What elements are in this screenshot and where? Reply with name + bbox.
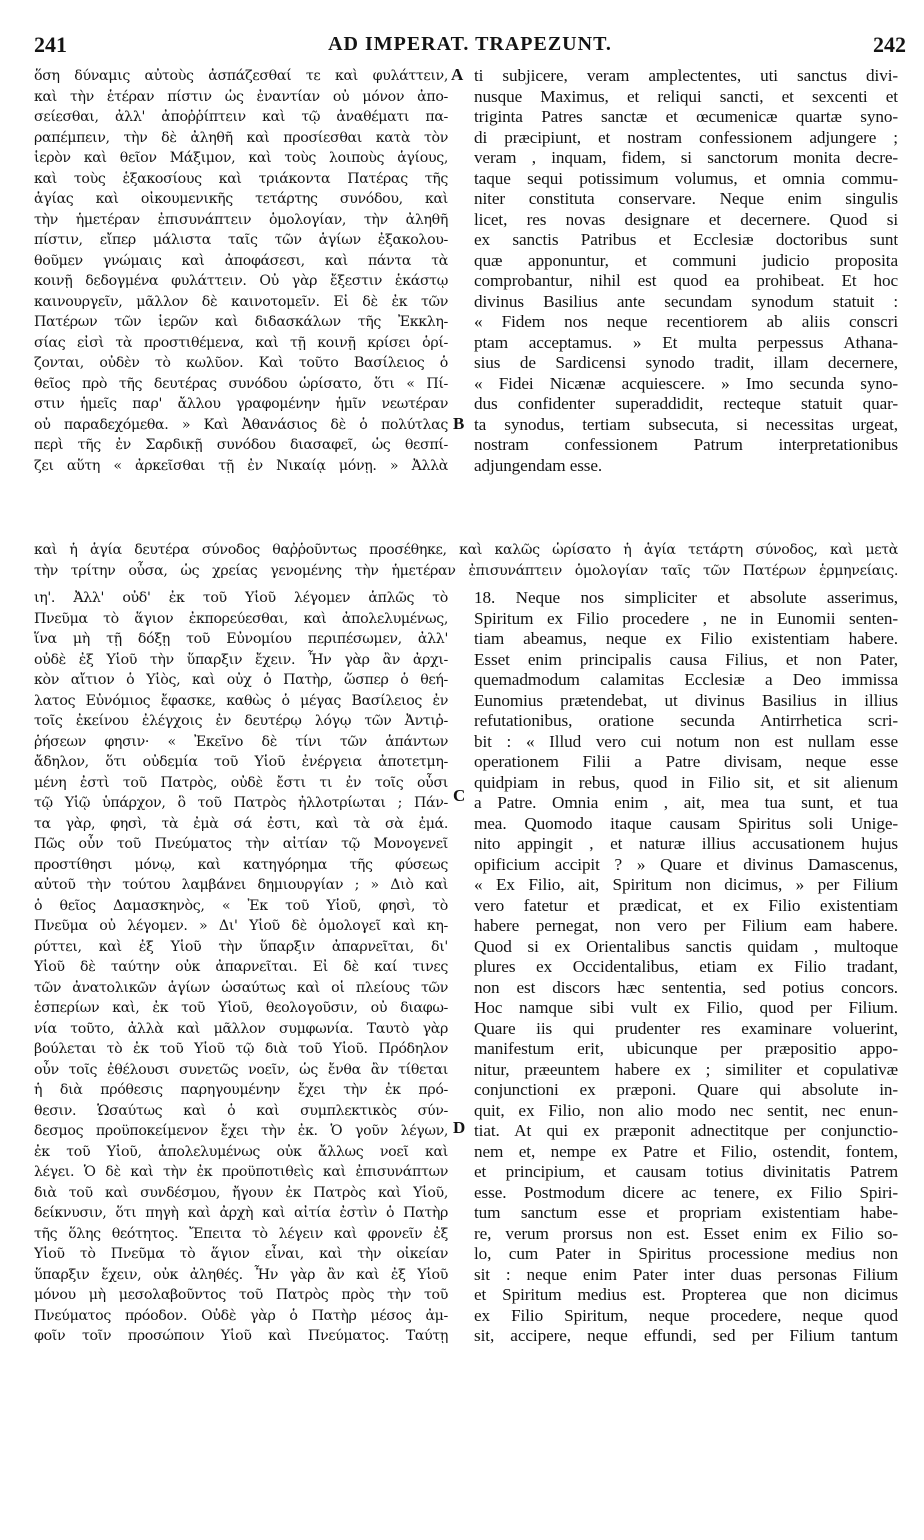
text-line: dus confidenter superaddidit, recteque statuit quar- [474, 394, 898, 413]
text-line: tiat. At qui ex præponit adnectitque per conjunctio- [474, 1121, 898, 1140]
text-line: Quod si ex Orientalibus sanctis quidam , multoque [474, 936, 898, 956]
text-line: taque sequi potissimum volumus, et omnia commu- [474, 168, 898, 188]
greek-full-width-text [34, 540, 898, 581]
text-line: Πνεύματος πρόοδον. Οὐδὲ γὰρ ὁ Πατὴρ μέσος ἀμ- [34, 1307, 448, 1324]
margin-marker-a: A [451, 65, 464, 84]
text-line: ζει αὕτη « ἀρκεῖσθαι τῇ ἐν Νικαίᾳ μόνῃ. » Ἀλλὰ [34, 457, 448, 474]
text-line: ptam acceptamus. » Et multa perpessus Athana- [474, 332, 898, 352]
greek-column-top [34, 66, 448, 476]
text-line: ex Filio Spiritum, neque procedere, neque quod [474, 1305, 898, 1325]
text-line: divinus Basilius ante secundam synodum statuit : [474, 291, 898, 311]
text-line: mea. Quomodo itaque causam Spiritus soli Unige- [474, 813, 898, 833]
greek-column-bottom [34, 588, 448, 1347]
text-line: ρύττει, καὶ ἐξ Υἱοῦ τὴν ὕπαρξιν ἀπαρνεῖται, δι' [34, 938, 448, 955]
text-line: λατος Εὐνόμιος ἔφασκε, καθὼς ὁ μέγας Βασίλειος ἐν [34, 692, 448, 709]
text-line: sit, accipere, neque effundi, sed per Filium tantum [474, 1326, 898, 1345]
text-line: νία τοῦτο, ἀλλὰ καὶ μᾶλλον συμφωνία. Ταυτὸ γὰρ [34, 1020, 448, 1037]
text-line: ti subjicere, veram amplectentes, uti sanctus divi- [474, 66, 898, 85]
text-line: a Patre. Omnia enim , ait, mea tua sunt, et tua [474, 793, 898, 812]
text-line: ὕπαρξιν ἔχειν, οὐκ ἀληθές. Ἦν γὰρ ἂν καὶ ἐξ Υἱοῦ [34, 1266, 448, 1283]
text-line: esse. Postmodum dicere ac tenere, ex Filio Spiri- [474, 1182, 898, 1202]
text-line: veram , inquam, fidem, si sanctorum monita decre- [474, 148, 898, 167]
text-line: vero fatetur et prædicat, et ex Filio existentiam [474, 895, 898, 915]
text-line: ζονται, οὐδὲν τὸ κωλῦον. Καὶ τοῦτο Βασίλειος ὁ [34, 355, 448, 371]
text-line: licet, res novas designare et decernere. Quod si [474, 209, 898, 229]
text-line: re, verum prorsus non est. Esset enim ex Filio so- [474, 1223, 898, 1243]
text-line: βούλεται τὸ ἐκ τοῦ Υἱοῦ τῷ διὰ τοῦ Υἱοῦ. Πρόδηλον [34, 1041, 448, 1057]
text-line: Πνεῦμα τὸ ἅγιον ἐκπορεύεσθαι, καὶ ἀπολελυμένως, [34, 610, 448, 627]
text-line: non est discors hæc sententia, sed potius concors. [474, 977, 898, 997]
text-line: τῷ Υἱῷ ὑπάρχον, ὃ τοῦ Πατρὸς ἠλλοτρίωται ; Πάν- [34, 795, 448, 811]
text-line: operationem Filii a Patre divisam, neque esse [474, 752, 898, 771]
text-line: δεσμος προϋποκείμενον ἔχει τὴν ἐκ. Ὁ γοῦν λέγων, [34, 1123, 448, 1139]
text-line: « Fidem nos neque recentiorem ab aliis conscri [474, 312, 898, 331]
text-line: « Ex Filio, ait, Spiritum non dicimus, » per Filium [474, 875, 898, 894]
text-line: Hoc namque sibi vult ex Filio, quod per Filium. [474, 998, 898, 1017]
text-line: comprobantur, nihil est quod ea prohibeat. Et hoc [474, 271, 898, 290]
text-line: refutationibus, oratione secunda Antirrhetica scri- [474, 711, 898, 730]
text-line: nostram confessionem Patrum interpretationibus [474, 435, 898, 454]
text-line: τῶν ἀνατολικῶν ἁγίων ὡσαύτως καὶ οἱ πλείους τῶν [34, 979, 448, 996]
text-line: καινουργεῖν, μᾶλλον δὲ καινοτομεῖν. Εἰ δὲ ἐκ τῶν [34, 293, 448, 310]
text-line: quit, ex Filio, non alio modo nec sentit, nec enun- [474, 1100, 898, 1120]
text-line: di præcipiunt, et nostram confessionem adjungere ; [474, 127, 898, 147]
text-line: ἵνα μὴ τῇ δόξῃ τοῦ Εὐνομίου περιπέσωμεν, ἀλλ' [34, 631, 448, 647]
text-line: ὁ θεῖος Δαμασκηνὸς, « Ἐκ τοῦ Υἱοῦ, φησὶ, τὸ [34, 897, 448, 914]
text-line: nito appingit , et naturæ illius accusationem hujus [474, 834, 898, 853]
text-line: κὸν αἴτιον ὁ Υἱὸς, καὶ οὐχ ὁ Πατὴρ, ὥσπερ ὁ θεή- [34, 672, 448, 688]
text-line: καὶ τοὺς ἑξακοσίους καὶ τριάκοντα Πατέρας τῆς [34, 170, 448, 187]
text-line: περὶ τῆς ἐν Σαρδικῇ συνόδου διασαφεῖ, ὡς θεσπί- [34, 437, 448, 453]
text-line: Υἱοῦ δὲ ταύτην οὐκ ἀπαρνεῖται. Εἰ δὲ καί τινες [34, 959, 448, 975]
text-line: κοινῇ δεδογμένα φυλάττειν. Οὐ γὰρ ἔξεστιν ἑκάστῳ [34, 273, 448, 289]
text-line: λέγει. Ὁ δὲ καὶ τὴν ἐκ προϋποτιθεὶς καὶ ἐπισυνάπτων [34, 1164, 448, 1180]
text-line: Spiritum ex Filio procedere , ne in Eunomii senten- [474, 608, 898, 628]
text-line: τὴν τρίτην οὖσα, ὡς χρείας γενομένης τὴν ἡμετέραν ἐπισυνάπτειν ὁμολογίαν ταῖς τῶν Πατέρων ἑρμηνείαις. [34, 562, 898, 579]
text-line: nitur, præeuntem habere ex ; similiter et copulativæ [474, 1059, 898, 1079]
text-line: ἡ διὰ πρόθεσις παρηγουμένην ἔχει τὴν ἐκ πρό- [34, 1082, 448, 1098]
text-line: Πῶς οὖν τοῦ Πνεύματος τὴν αἰτίαν τῷ Μονογενεῖ [34, 836, 448, 852]
text-line: sit : neque enim Pater inter duas personas Filium [474, 1264, 898, 1284]
text-line: φοῖν τοῖν προσώποιν Υἱοῦ καὶ Πνεύματος. Ταύτῃ [34, 1328, 448, 1344]
text-line: ἱερὸν καὶ θεῖον Μάξιμον, καὶ τοὺς λοιποὺς ἁγίους, [34, 150, 448, 166]
margin-marker-c: C [453, 786, 466, 805]
page-number-left: 241 [34, 32, 67, 57]
latin-column-top [474, 66, 898, 476]
text-line: τὴν ἡμετέραν ἐπισυνάπτειν ὁμολογίαν, τὴν ἀληθῆ [34, 211, 448, 228]
text-line: ῥήσεων φησιν· « Ἐκεῖνο δὲ τίνι τῶν ἁπάντων [34, 733, 448, 750]
text-line: δείκνυσιν, ὅτι πηγὴ καὶ ἀρχὴ καὶ αἰτία ἐστὶν ὁ Πατὴρ [34, 1205, 448, 1221]
text-line: προστίθησι μόνῳ, καὶ κατηγόρημα τῆς φύσεως [34, 856, 448, 873]
text-line: Υἱοῦ τὸ Πνεῦμα τὸ ἅγιον εἶναι, καὶ τὴν οἰκείαν [34, 1246, 448, 1262]
text-line: θεῖος πρὸ τῆς δευτέρας συνόδου ὡρίσατο, ὅτι « Πί- [34, 375, 448, 392]
text-line: αὐτοῦ τὴν τούτου λαμβάνει δημιουργίαν ; » Διὸ καὶ [34, 877, 448, 893]
latin-column-bottom [474, 588, 898, 1347]
running-title: AD IMPERAT. TRAPEZUNT. [328, 33, 612, 55]
text-line: τα γὰρ, φησὶ, τὰ ἐμὰ σά ἐστι, καὶ τὰ σὰ ἐμά. [34, 815, 448, 832]
text-line: μένη ἐστὶ τοῦ Πατρὸς, οὐδὲ ἔστι τι ἐν τοῖς οὖσι [34, 774, 448, 791]
text-line: conjunctioni ex præponi. Quare qui absolute in- [474, 1080, 898, 1099]
page-number-right: 242 [873, 32, 906, 57]
margin-marker-d: D [453, 1118, 466, 1137]
text-line: ex sanctis Patribus et Ecclesiæ doctoribus sunt [474, 230, 898, 249]
text-line: Esset enim principalis causa Filius, et non Pater, [474, 649, 898, 669]
text-line: καὶ τὴν ἑτέραν πίστιν ὡς ἐναντίαν οὐ μόνον ἀπο- [34, 88, 448, 105]
text-line: quemadmodum calamitas Ecclesiæ a Deo immissa [474, 670, 898, 689]
text-line: quidpiam in rebus, quod in Filio sit, et sit alienum [474, 772, 898, 792]
text-line: habere pernegat, non vero per Filium eam habere. [474, 916, 898, 935]
text-line: « Fidei Nicænæ acquiescere. » Imo secunda syno- [474, 373, 898, 393]
text-line: στιν ἡμεῖς παρ' ἄλλου γραφομένην ἡμῖν νεωτέραν [34, 396, 448, 412]
text-line: lo, cum Pater in Spiritus processione medius non [474, 1244, 898, 1263]
text-line: nem et, nempe ex Patre et Filio, ostendit, fontem, [474, 1141, 898, 1161]
text-line: adjungendam esse. [474, 455, 603, 475]
text-line: ιη'. Ἀλλ' οὐδ' ἐκ τοῦ Υἱοῦ λέγομεν ἁπλῶς τὸ [34, 590, 448, 606]
text-line: tum sanctum esse et propriam existentiam habe- [474, 1203, 898, 1222]
text-line: ta synodus, tertiam subsecuta, si necessitas urgeat, [474, 414, 898, 434]
text-line: ἄδηλον, ὅτι οὐδεμία τοῦ Υἱοῦ ἐνέργεια ἀποτετμη- [34, 754, 448, 770]
text-line: tiam abeamus, neque ex Filio existentiam habere. [474, 629, 898, 648]
text-line: ἑσπερίων καὶ, ἐκ τοῦ Υἱοῦ, θεολογοῦσιν, οὐ διαφω- [34, 1000, 448, 1016]
text-line: οὐδὲ ἐξ Υἱοῦ τὴν ὕπαρξιν ἔχειν. Ἦν γὰρ ἂν ἀρχι- [34, 651, 448, 668]
text-line: μόνου μὴ μεσολαβοῦντος τοῦ Πατρὸς πρὸς τὴν τοῦ [34, 1287, 448, 1303]
text-line: quæ apponuntur, et communi judicio proposita [474, 250, 898, 270]
running-header [34, 32, 906, 62]
text-line: Πνεῦμα οὐ λέγομεν. » Δι' Υἱοῦ δὲ ὁμολογεῖ καὶ κη- [34, 918, 448, 934]
text-line: Quare iis qui prudenter res examinare voluerint, [474, 1018, 898, 1038]
text-line: nusque Maximus, et reliqui sancti, et sexcenti et [474, 86, 898, 106]
text-line: et principium, et causam totius divinitatis Patrem [474, 1162, 898, 1181]
text-line: σείεσθαι, ἀλλ' ἀποῤῥίπτειν καὶ τῷ ἀναθέματι πα- [34, 109, 448, 125]
text-line: ραπέμπειν, τὴν δὲ ἀληθῆ καὶ προσίεσθαι κατὰ τὸν [34, 129, 448, 146]
text-line: θεσιν. Ὡσαύτως καὶ ὁ καὶ συμπλεκτικὸς σύν- [34, 1102, 448, 1119]
text-line: ἁγίας καὶ οἰκουμενικῆς τετάρτης συνόδου, καὶ [34, 191, 448, 207]
text-line: manifestum erit, ubicunque per præpositio appo- [474, 1039, 898, 1058]
text-line: καὶ ἡ ἁγία δευτέρα σύνοδος θαῤῥοῦντως προσέθηκε, καὶ καλῶς ὡρίσατο ἡ ἁγία τετάρτη σύνοδος, καὶ μετὰ [34, 542, 898, 558]
text-line: bit : « Illud vero cui notum non est nullam esse [474, 731, 898, 751]
text-line: σίας εἰσὶ τὰ προστιθέμενα, καὶ τῇ κοινῇ κρίσει ὁρί- [34, 334, 448, 351]
text-line: sius de Sardicensi synodo tradit, illam decernere, [474, 353, 898, 372]
text-line: 18. Neque nos simpliciter et absolute asserimus, [474, 588, 898, 607]
text-line: niter constituta conservare. Neque enim singulis [474, 189, 898, 208]
margin-marker-b: B [453, 414, 465, 433]
text-line: triginta Patres sanctæ et œcumenicæ quartæ syno- [474, 107, 898, 126]
text-line: τοῖς ἐκείνου ἐλέγχοις ἐν δευτέρῳ λόγῳ τῶν Ἀντιῤ- [34, 713, 448, 729]
text-line: θοῦμεν γνώμαις καὶ ἀποφάσεσι, καὶ πάντα τὰ [34, 252, 448, 269]
text-line: et Spiritum medius est. Propterea que non dicimus [474, 1285, 898, 1304]
text-line: πίστιν, εἴπερ μάλιστα ταῖς τῶν ἁγίων ἐξακολου- [34, 232, 448, 248]
text-line: Eunomius prætendebat, ut divinus Basilius in illius [474, 690, 898, 710]
text-line: διὰ τοῦ καὶ συνδέσμου, ἤγουν ἐκ Πατρὸς καὶ Υἱοῦ, [34, 1184, 448, 1201]
text-line: plures ex Occidentalibus, etiam ex Filio tradant, [474, 957, 898, 976]
text-line: τῆς ὅλης θεότητος. Ἔπειτα τὸ λέγειν καὶ φρονεῖν ἐξ [34, 1225, 448, 1242]
text-line: οὖν τοῖς ἐθέλουσι συνετῶς νοεῖν, ὡς ἔνθα ἂν τίθεται [34, 1061, 448, 1078]
text-line: ὅση δύναμις αὐτοὺς ἀσπάζεσθαί τε καὶ φυλάττειν, [34, 68, 448, 84]
text-line: opificium accipit ? » Quare et divinus Damascenus, [474, 854, 898, 874]
text-line: ἐκ τοῦ Υἱοῦ, ἀπολελυμένως οὐκ ἄλλως νοεῖ καὶ [34, 1143, 448, 1160]
text-line: οὐ παραδεχόμεθα. » Καὶ Ἀθανάσιος δὲ ὁ πολύτλας [34, 416, 448, 433]
text-line: Πατέρων τῶν ἱερῶν καὶ διδασκάλων τῆς Ἐκκλη- [34, 314, 448, 330]
